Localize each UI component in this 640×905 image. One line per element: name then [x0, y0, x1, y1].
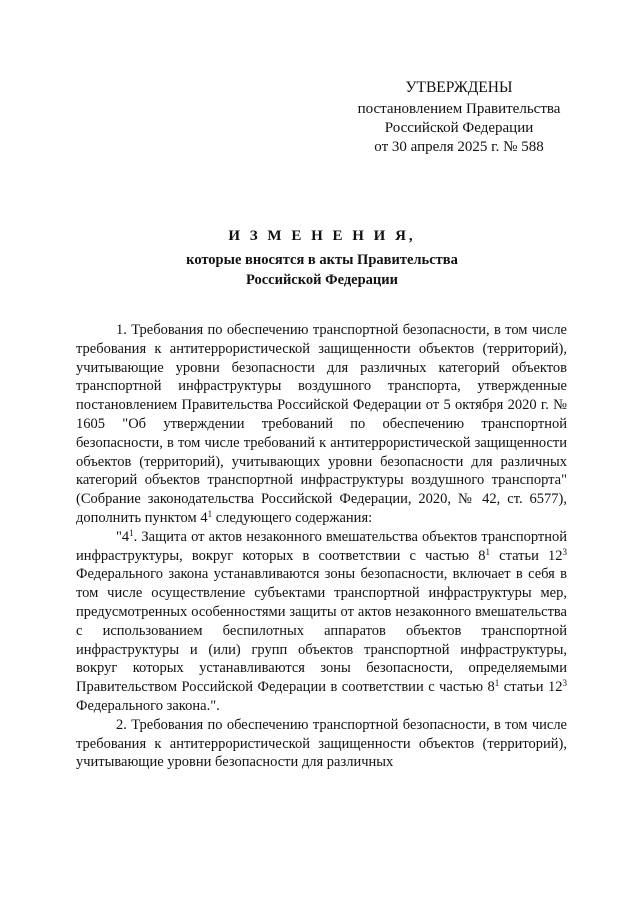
paragraph-1 [76, 321, 567, 528]
document-subtitle-line-1: которые вносятся в акты Правительства [186, 252, 458, 268]
approval-status: УТВЕРЖДЕНЫ [405, 79, 513, 96]
approval-line-2: Российской Федерации [384, 120, 534, 136]
paragraph-1-tail: следующего содержания: [212, 509, 373, 526]
paragraph-2-part-d: Федерального закона устанавливаются зоны безопасности, включает в себя в том числе осуществление субъектами транспортной инфраструктуры мер, предусмотренных особенностями защиты от актов незаконного вмешательства с использованием беспилотных аппаратов объектов транспортной инфраструктуры и (или) групп объектов транспортной инфраструктуры, вокруг которых устанавливаются зоны безопасности, определяемыми Правительством Российской Федерации в соответствии с частью 8 [76, 566, 567, 696]
document-title: И З М Е Н Е Н И Я, [228, 228, 416, 244]
approval-line-1: постановлением Правительства [357, 101, 561, 117]
paragraph-2-part-b: . Защита от актов незаконного вмешательства объектов транспортной инфраструктуры, вокруг которых в соответствии с частью 8 [76, 528, 567, 564]
paragraph-3: 2. Требования по обеспечению транспортной безопасности, в том числе требования к антитеррористической защищенности объектов (территорий), учитывающие уровни безопасности для различных [76, 716, 567, 771]
superscript: 3 [562, 546, 567, 557]
approval-line-3: от 30 апреля 2025 г. № 588 [374, 139, 544, 155]
document-body [76, 321, 567, 772]
superscript: 1 [494, 678, 500, 689]
approval-block [340, 78, 578, 157]
superscript: 3 [562, 678, 567, 689]
superscript: 1 [129, 527, 134, 538]
paragraph-2-part-a: "4 [116, 528, 130, 545]
superscript: 1 [485, 546, 490, 557]
paragraph-2-part-c: статьи 12 [489, 547, 563, 564]
document-heading [76, 226, 568, 290]
superscript: 1 [207, 508, 213, 519]
document-subtitle-line-2: Российской Федерации [245, 272, 398, 288]
paragraph-1-text: 1. Требования по обеспечению транспортной безопасности, в том числе требования к антитеррористической защищенности объектов (территорий), учитывающие уровни безопасности для различных категорий объектов транспортной инфраструктуры воздушного транспорта, утвержденные постановлением Правительства Российской Федерации от 5 октября 2020 г. № 1605 "Об утверждении требований по обеспечению транспортной безопасности, в том числе требований к антитеррористической защищенности объектов (территорий), учитывающих уровни безопасности для различных категорий объектов транспортной инфраструктуры воздушного транспорта" (Собрание законодательства Российской Федерации, 2020, № 42, ст. 6577), дополнить пунктом 4 [76, 322, 567, 526]
paragraph-2 [76, 528, 567, 716]
paragraph-2-part-f: Федерального закона.". [76, 697, 220, 714]
paragraph-2-part-e: статьи 12 [499, 679, 563, 696]
